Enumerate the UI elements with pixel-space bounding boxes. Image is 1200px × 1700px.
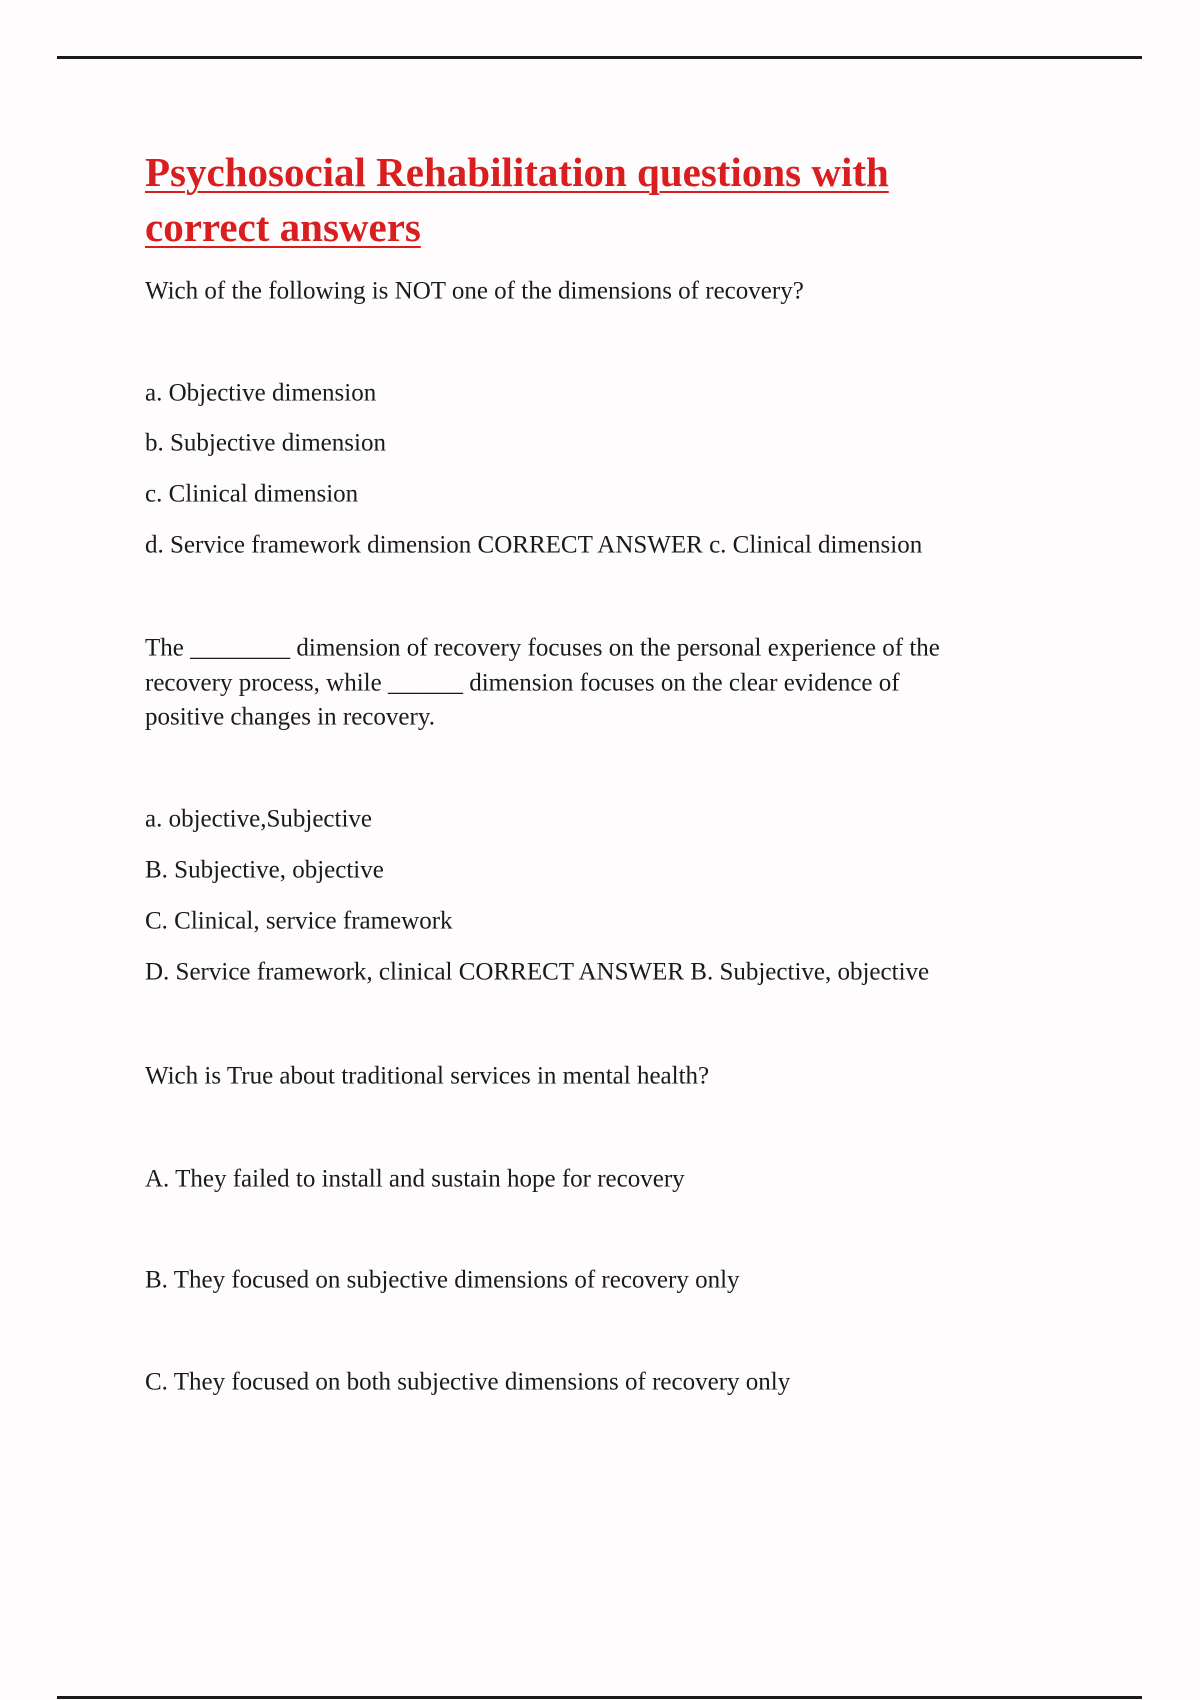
document-title-line-1: Psychosocial Rehabilitation questions with xyxy=(145,149,889,195)
question-1-prompt: Wich of the following is NOT one of the dimensions of recovery? xyxy=(145,277,804,305)
document-title-line-2: correct answers xyxy=(145,204,421,250)
question-2-option-a: a. objective,Subjective xyxy=(145,805,373,833)
question-2-option-c: C. Clinical, service framework xyxy=(145,907,453,935)
question-2-prompt-line-1: The ________ dimension of recovery focuses on the personal experience of the xyxy=(145,634,940,662)
question-2-prompt-line-3: positive changes in recovery. xyxy=(145,703,435,731)
question-2-prompt-line-2: recovery process, while ______ dimension focuses on the clear evidence of xyxy=(145,669,900,697)
question-2-option-b: B. Subjective, objective xyxy=(145,856,384,884)
question-1-option-b: b. Subjective dimension xyxy=(145,429,386,457)
header-rule xyxy=(57,56,1142,59)
question-3-option-b: B. They focused on subjective dimensions of recovery only xyxy=(145,1266,740,1294)
question-1-option-d: d. Service framework dimension CORRECT ANSWER c. Clinical dimension xyxy=(145,531,923,559)
question-3-option-c: C. They focused on both subjective dimensions of recovery only xyxy=(145,1368,791,1396)
question-1-option-c: c. Clinical dimension xyxy=(145,480,359,508)
question-2-option-d: D. Service framework, clinical CORRECT ANSWER B. Subjective, objective xyxy=(145,958,930,986)
question-1-option-a: a. Objective dimension xyxy=(145,379,377,407)
footer-rule xyxy=(57,1696,1142,1699)
question-3-option-a: A. They failed to install and sustain hope for recovery xyxy=(145,1165,685,1193)
question-3-prompt: Wich is True about traditional services in mental health? xyxy=(145,1062,710,1090)
